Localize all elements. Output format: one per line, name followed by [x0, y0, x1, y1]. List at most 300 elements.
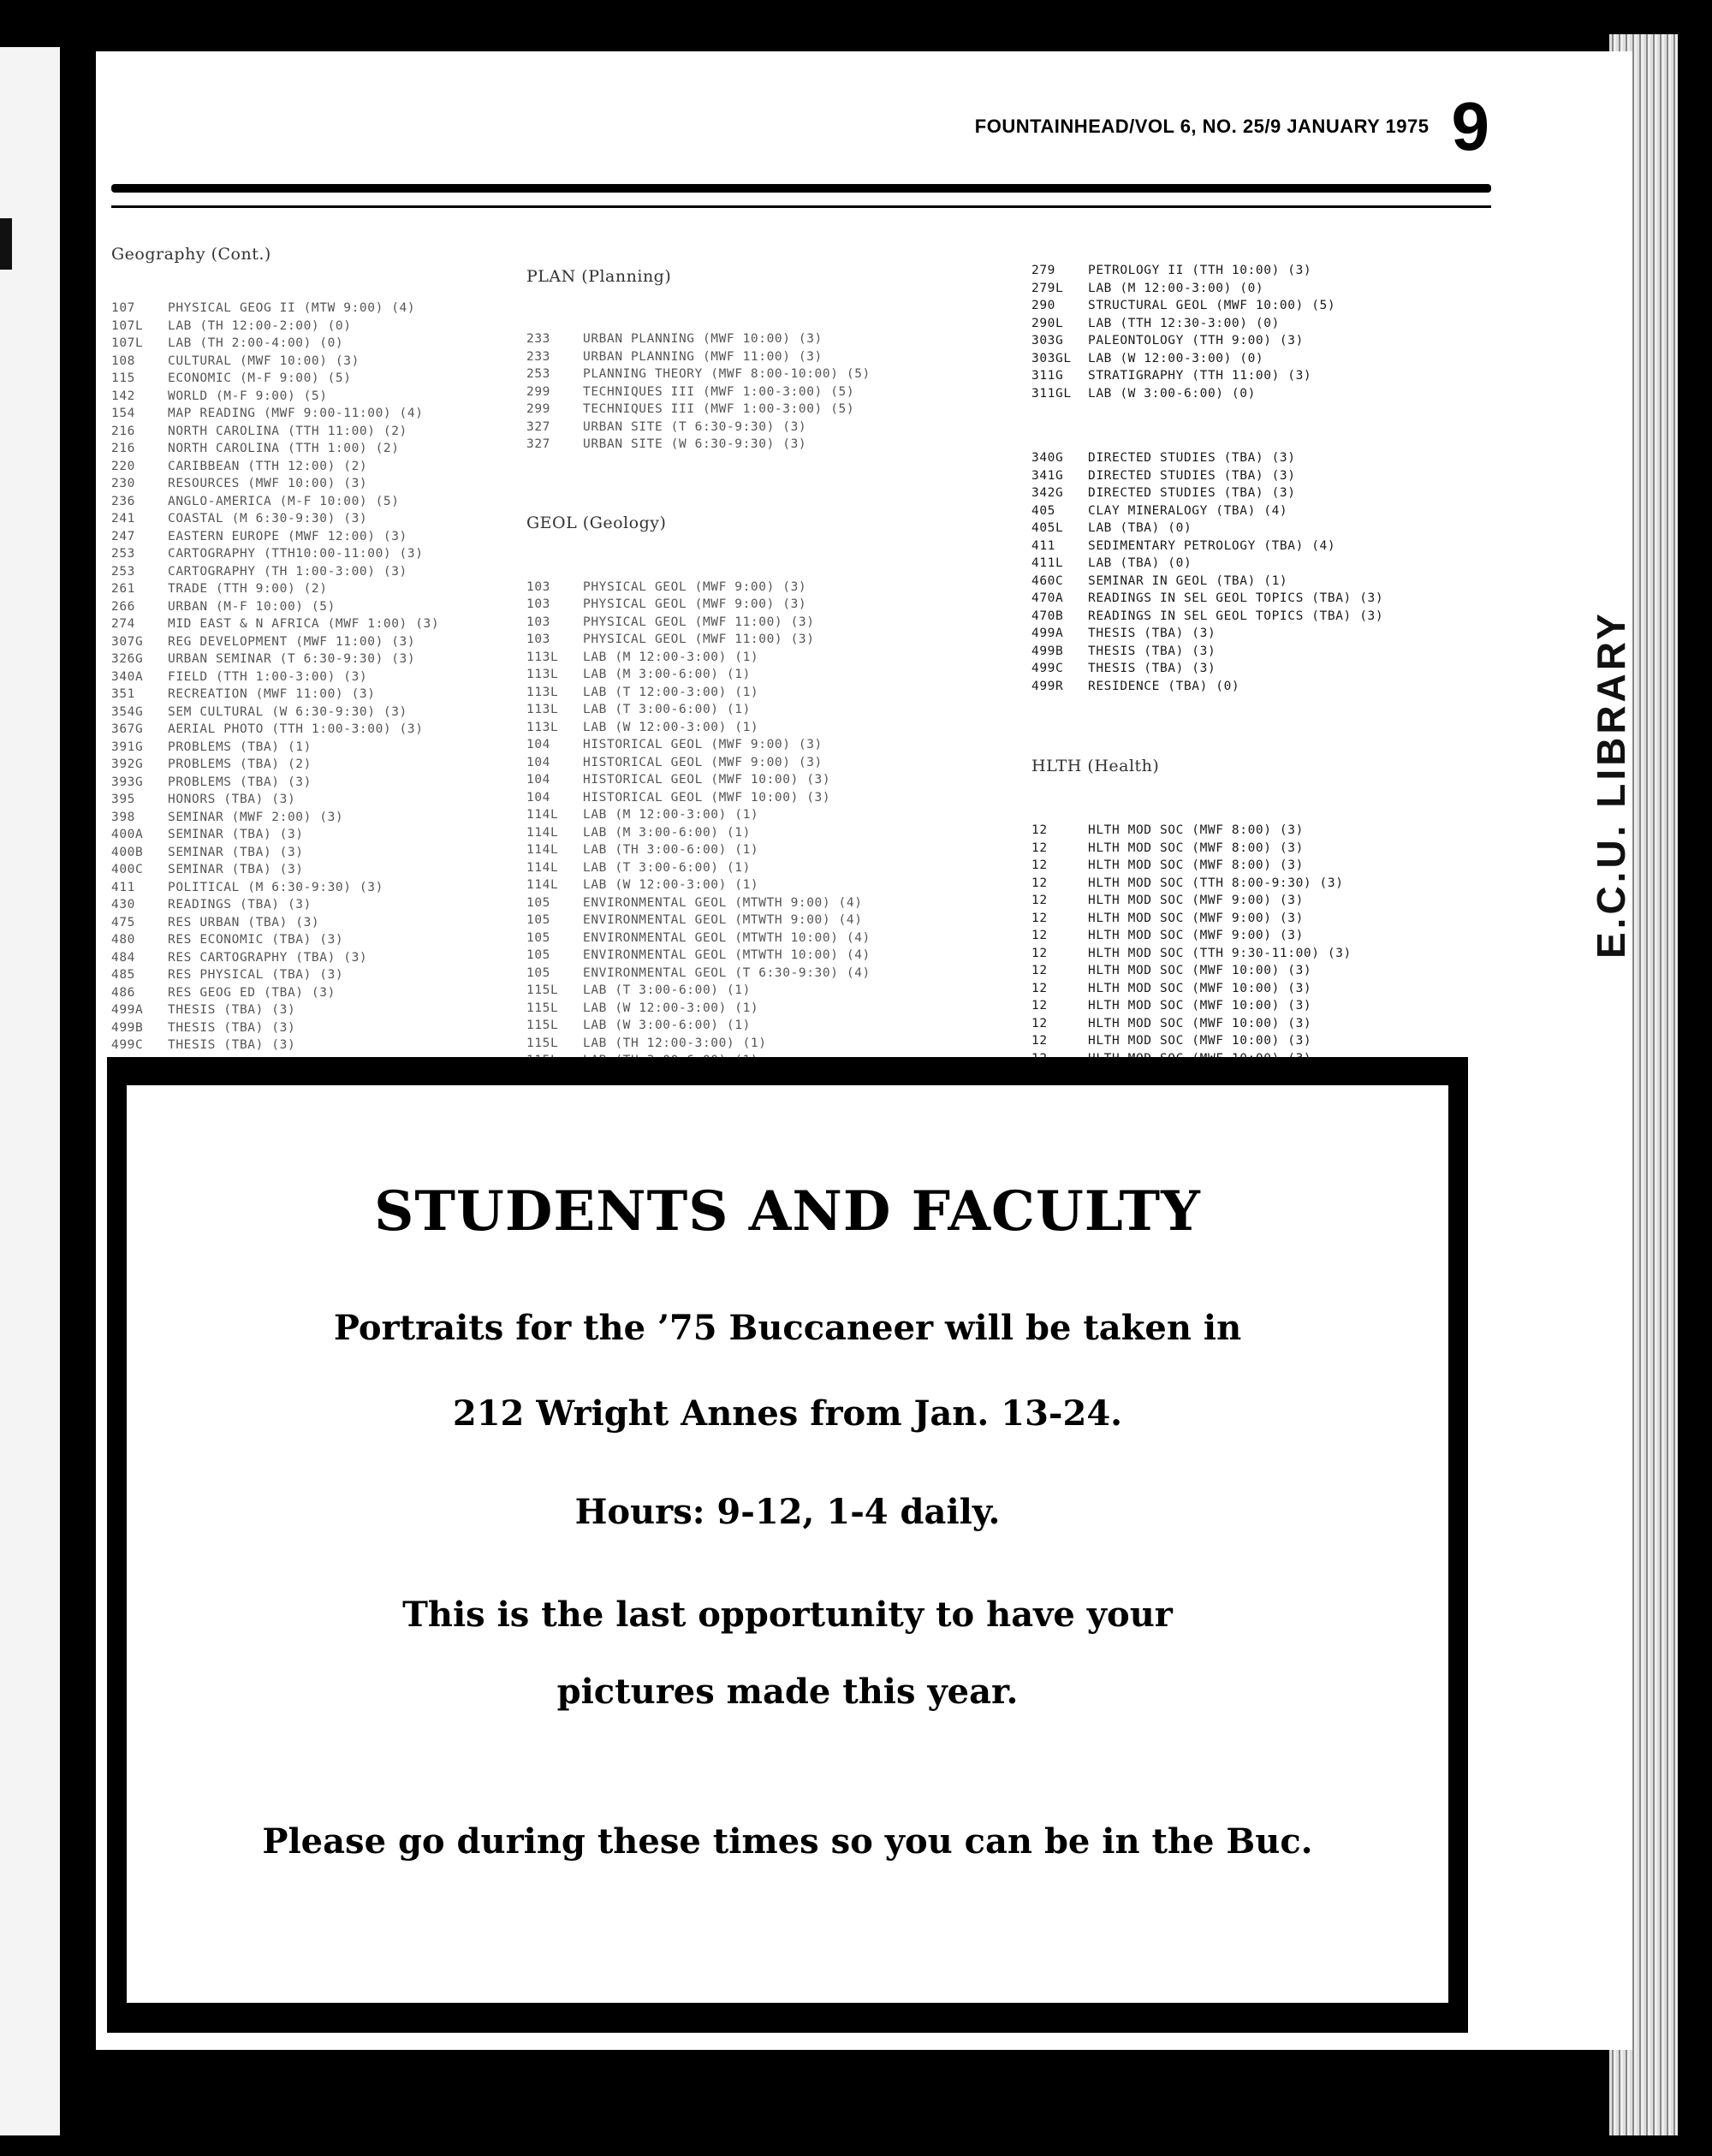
course-code: 299: [526, 402, 550, 416]
course-code: 12: [1031, 894, 1048, 907]
facing-page-mark: [0, 218, 12, 270]
course-row: [1031, 678, 1383, 696]
course-code: 307G: [111, 634, 144, 649]
course-title: URBAN SEMINAR (T 6:30-9:30) (3): [168, 652, 416, 666]
course-code: 115L: [526, 1019, 559, 1032]
course-code: 115L: [526, 983, 559, 997]
course-row: [1031, 280, 1383, 298]
course-row: [111, 739, 439, 757]
course-row: [111, 756, 439, 774]
course-row: [1031, 502, 1383, 520]
course-code: 107L: [111, 318, 144, 333]
course-title: EASTERN EUROPE (MWF 12:00) (3): [168, 529, 407, 543]
ad-line-5: pictures made this year.: [556, 1672, 1019, 1712]
course-code: 430: [111, 898, 135, 912]
course-title: PLANNING THEORY (MWF 8:00-10:00) (5): [583, 367, 871, 381]
course-row: [111, 949, 439, 967]
course-title: READINGS IN SEL GEOL TOPICS (TBA) (3): [1088, 591, 1384, 605]
course-title: SEMINAR (TBA) (3): [168, 863, 304, 876]
course-code: 405L: [1031, 521, 1064, 535]
course-title: THESIS (TBA) (3): [1088, 644, 1216, 658]
course-title: URBAN PLANNING (MWF 10:00) (3): [583, 332, 823, 346]
course-row: [526, 330, 918, 348]
course-code: 340A: [111, 669, 144, 684]
course-row: [526, 649, 918, 667]
course-row: [1031, 449, 1383, 467]
course-title: LAB (W 12:00-3:00) (0): [1088, 351, 1264, 365]
course-title: ENVIRONMENTAL GEOL (MTWTH 9:00) (4): [583, 895, 863, 910]
course-code: 327: [526, 419, 550, 434]
course-title: SEMINAR (TBA) (3): [168, 845, 304, 859]
course-row: [1031, 1015, 1383, 1033]
course-row: [111, 493, 439, 511]
course-title: RES PHYSICAL (TBA) (3): [168, 968, 344, 982]
course-row: [1031, 555, 1383, 573]
course-title: LAB (T 3:00-6:00) (1): [583, 983, 751, 997]
course-code: 486: [111, 985, 135, 1000]
course-title: LAB (TTH 12:30-3:00) (0): [1088, 316, 1280, 330]
course-title: AERIAL PHOTO (TTH 1:00-3:00) (3): [168, 722, 424, 736]
course-code: 12: [1031, 964, 1048, 977]
course-title: DIRECTED STUDIES (TBA) (3): [1088, 451, 1296, 465]
course-code: 103: [526, 579, 550, 594]
course-row: [526, 666, 918, 684]
course-title: LAB (W 12:00-3:00) (1): [583, 1001, 759, 1015]
course-title: URBAN SITE (W 6:30-9:30) (3): [583, 437, 807, 451]
course-row: [1031, 840, 1383, 858]
course-code: 230: [111, 477, 135, 490]
course-title: THESIS (TBA) (3): [168, 1003, 296, 1017]
course-row: [111, 458, 439, 476]
course-code: 400A: [111, 828, 144, 841]
course-title: READINGS IN SEL GEOL TOPICS (TBA) (3): [1088, 609, 1384, 623]
course-row: [1031, 467, 1383, 485]
course-title: SEM CULTURAL (W 6:30-9:30) (3): [168, 704, 407, 719]
course-title: LAB (M 3:00-6:00) (1): [583, 668, 751, 681]
course-title: PHYSICAL GEOL (MWF 11:00) (3): [583, 633, 815, 646]
course-row: [526, 614, 918, 632]
course-code: 311G: [1031, 369, 1064, 383]
course-row: [526, 436, 918, 454]
course-code: 499A: [111, 1003, 144, 1017]
course-code: 113L: [526, 685, 559, 699]
course-row: [111, 861, 439, 879]
course-code: 341G: [1031, 468, 1064, 483]
course-row: [1031, 910, 1383, 928]
course-code: 105: [526, 930, 550, 945]
course-code: 114L: [526, 843, 559, 857]
course-code: 367G: [111, 722, 144, 736]
course-row: [1031, 927, 1383, 945]
course-row: [526, 383, 918, 401]
course-title: REG DEVELOPMENT (MWF 11:00) (3): [168, 634, 416, 649]
course-title: URBAN PLANNING (MWF 11:00) (3): [583, 349, 823, 364]
course-code: 253: [111, 547, 135, 561]
course-code: 103: [526, 633, 550, 646]
course-row: [1031, 538, 1383, 555]
course-title: CULTURAL (MWF 10:00) (3): [168, 353, 360, 368]
course-code: 12: [1031, 823, 1048, 837]
course-code: 480: [111, 933, 135, 947]
course-row: [111, 370, 439, 388]
page-number: 9: [1451, 88, 1489, 164]
course-code: 12: [1031, 858, 1048, 872]
course-code: 115L: [526, 1001, 559, 1015]
course-row: [111, 1036, 439, 1054]
course-title: PHYSICAL GEOL (MWF 9:00) (3): [583, 597, 807, 611]
course-title: STRATIGRAPHY (TTH 11:00) (3): [1088, 369, 1312, 383]
course-title: RECREATION (MWF 11:00) (3): [168, 687, 376, 701]
footer-rule-1: [111, 2052, 1491, 2058]
header-rule-thick: [111, 184, 1491, 193]
geology-health-column: [1031, 227, 1383, 1173]
course-code: 12: [1031, 981, 1048, 995]
course-code: 12: [1031, 929, 1048, 942]
course-title: CLAY MINERALOGY (TBA) (4): [1088, 503, 1288, 518]
course-title: SEMINAR IN GEOL (TBA) (1): [1088, 573, 1288, 588]
course-title: NORTH CAROLINA (TTH 1:00) (2): [168, 442, 400, 455]
course-row: [526, 947, 918, 965]
course-code: 104: [526, 773, 550, 787]
ad-line-4: This is the last opportunity to have your: [402, 1595, 1173, 1635]
course-row: [526, 701, 918, 719]
course-title: HISTORICAL GEOL (MWF 10:00) (3): [583, 790, 831, 805]
course-title: LAB (M 3:00-6:00) (1): [583, 825, 751, 840]
geography-column: [111, 209, 439, 1090]
ad-line-1: Portraits for the ’75 Buccaneer will be taken in: [333, 1308, 1242, 1348]
course-row: [526, 965, 918, 983]
course-code: 475: [111, 915, 135, 930]
course-title: READINGS (TBA) (3): [168, 898, 312, 912]
course-code: 499B: [1031, 644, 1064, 658]
course-code: 354G: [111, 704, 144, 719]
course-row: [526, 684, 918, 702]
course-title: NORTH CAROLINA (TTH 11:00) (2): [168, 424, 407, 438]
course-code: 236: [111, 494, 135, 508]
course-code: 470B: [1031, 609, 1064, 623]
course-code: 391G: [111, 739, 144, 754]
course-row: [526, 1017, 918, 1035]
course-code: 220: [111, 459, 135, 473]
course-row: [526, 771, 918, 789]
course-code: 114L: [526, 860, 559, 875]
portrait-ad-frame: [107, 1057, 1468, 2033]
page-header: [974, 88, 1489, 164]
course-title: HLTH MOD SOC (MWF 8:00) (3): [1088, 858, 1304, 872]
course-row: [1031, 997, 1383, 1015]
course-title: ECONOMIC (M-F 9:00) (5): [168, 371, 352, 385]
course-title: LAB (M 12:00-3:00) (0): [1088, 281, 1264, 295]
course-code: 216: [111, 442, 135, 455]
course-title: CARTOGRAPHY (TTH10:00-11:00) (3): [168, 547, 424, 561]
course-row: [526, 912, 918, 930]
course-row: [111, 826, 439, 844]
course-code: 274: [111, 617, 135, 631]
course-row: [111, 528, 439, 546]
course-title: RESOURCES (MWF 10:00) (3): [168, 477, 368, 490]
course-code: 107L: [111, 336, 144, 350]
course-code: 105: [526, 913, 550, 927]
course-row: [111, 668, 439, 686]
course-code: 115L: [526, 1036, 559, 1050]
course-code: 326G: [111, 652, 144, 666]
course-code: 233: [526, 332, 550, 346]
course-code: 299: [526, 384, 550, 399]
course-title: HLTH MOD SOC (MWF 9:00) (3): [1088, 894, 1304, 907]
course-title: HONORS (TBA) (3): [168, 793, 296, 806]
course-title: RES ECONOMIC (TBA) (3): [168, 933, 344, 947]
course-title: HLTH MOD SOC (TTH 8:00-9:30) (3): [1088, 876, 1344, 890]
course-title: THESIS (TBA) (3): [168, 1020, 296, 1035]
course-code: 113L: [526, 720, 559, 734]
course-row: [111, 440, 439, 458]
course-code: 484: [111, 950, 135, 965]
course-code: 398: [111, 810, 135, 824]
course-title: LAB (T 3:00-6:00) (1): [583, 860, 751, 875]
course-row: [111, 896, 439, 914]
ad-line-3: Hours: 9-12, 1-4 daily.: [574, 1492, 1001, 1532]
course-title: RES GEOG ED (TBA) (3): [168, 985, 336, 1000]
course-row: [111, 879, 439, 897]
course-row: [526, 930, 918, 947]
course-title: HISTORICAL GEOL (MWF 9:00) (3): [583, 738, 823, 751]
course-row: [1031, 262, 1383, 280]
course-title: HLTH MOD SOC (MWF 8:00) (3): [1088, 823, 1304, 837]
course-title: HLTH MOD SOC (MWF 9:00) (3): [1088, 911, 1304, 925]
course-title: HLTH MOD SOC (MWF 10:00) (3): [1088, 964, 1312, 977]
course-code: 290: [1031, 299, 1055, 312]
course-code: 12: [1031, 840, 1048, 855]
course-code: 499R: [1031, 679, 1064, 693]
planning-course-list: [526, 330, 918, 454]
course-row: [1031, 822, 1383, 840]
course-title: COASTAL (M 6:30-9:30) (3): [168, 512, 368, 526]
course-row: [1031, 315, 1383, 333]
course-code: 311GL: [1031, 386, 1072, 401]
course-code: 470A: [1031, 591, 1064, 605]
course-title: PROBLEMS (TBA) (2): [168, 757, 312, 771]
course-row: [526, 894, 918, 912]
course-row: [111, 686, 439, 704]
course-code: 499C: [1031, 662, 1064, 675]
course-title: MID EAST & N AFRICA (MWF 1:00) (3): [168, 617, 440, 631]
course-title: MAP READING (MWF 9:00-11:00) (4): [168, 407, 424, 420]
course-title: SEMINAR (TBA) (3): [168, 828, 304, 841]
course-code: 12: [1031, 999, 1048, 1013]
course-row: [526, 876, 918, 894]
course-code: 114L: [526, 808, 559, 822]
course-title: TECHNIQUES III (MWF 1:00-3:00) (5): [583, 402, 855, 416]
course-code: 266: [111, 599, 135, 614]
course-row: [111, 475, 439, 493]
course-code: 241: [111, 512, 135, 526]
section-heading-planning: PLAN (Planning): [526, 267, 672, 286]
course-code: 104: [526, 738, 550, 751]
course-row: [111, 791, 439, 809]
course-row: [526, 806, 918, 824]
ad-line-6: Please go during these times so you can be in the Buc.: [262, 1821, 1313, 1862]
section-heading-health: HLTH (Health): [1031, 757, 1160, 775]
course-code: 499A: [1031, 627, 1064, 640]
course-code: 261: [111, 582, 135, 596]
course-code: 105: [526, 948, 550, 962]
course-title: PALEONTOLOGY (TTH 9:00) (3): [1088, 334, 1304, 347]
course-title: FIELD (TTH 1:00-3:00) (3): [168, 669, 368, 684]
course-title: RES CARTOGRAPHY (TBA) (3): [168, 950, 368, 965]
geology-cont-list-a: [1031, 262, 1383, 402]
section-heading-geography: Geography (Cont.): [111, 245, 271, 264]
ad-line-2: 212 Wright Annes from Jan. 13-24.: [452, 1393, 1123, 1434]
course-row: [1031, 385, 1383, 403]
course-code: 392G: [111, 757, 144, 771]
course-title: LAB (TH 3:00-6:00) (1): [583, 843, 759, 857]
course-row: [1031, 1032, 1383, 1050]
course-title: THESIS (TBA) (3): [1088, 662, 1216, 675]
course-code: 103: [526, 615, 550, 629]
geology-cont-list-b: [1031, 449, 1383, 695]
course-title: HLTH MOD SOC (MWF 10:00) (3): [1088, 1034, 1312, 1048]
course-code: 400C: [111, 863, 144, 876]
course-title: HISTORICAL GEOL (MWF 9:00) (3): [583, 755, 823, 769]
course-row: [111, 984, 439, 1002]
course-row: [111, 388, 439, 406]
course-code: 105: [526, 965, 550, 980]
course-code: 342G: [1031, 486, 1064, 500]
planning-geology-column: [526, 231, 918, 1175]
course-row: [1031, 875, 1383, 893]
course-row: [526, 824, 918, 842]
geography-course-list: [111, 300, 439, 1072]
course-title: CARTOGRAPHY (TH 1:00-3:00) (3): [168, 564, 407, 579]
course-row: [1031, 625, 1383, 643]
course-row: [111, 931, 439, 949]
course-row: [1031, 573, 1383, 591]
course-title: HLTH MOD SOC (MWF 9:00) (3): [1088, 929, 1304, 942]
course-title: ENVIRONMENTAL GEOL (MTWTH 9:00) (4): [583, 913, 863, 927]
course-title: HLTH MOD SOC (MWF 8:00) (3): [1088, 840, 1304, 855]
course-row: [111, 545, 439, 563]
course-row: [526, 982, 918, 1000]
course-code: 104: [526, 755, 550, 769]
course-row: [526, 348, 918, 366]
course-code: 247: [111, 529, 135, 543]
course-code: 405: [1031, 503, 1055, 518]
course-title: PHYSICAL GEOL (MWF 11:00) (3): [583, 615, 815, 629]
course-title: WORLD (M-F 9:00) (5): [168, 389, 328, 403]
course-title: PETROLOGY II (TTH 10:00) (3): [1088, 264, 1312, 277]
course-title: THESIS (TBA) (3): [168, 1038, 296, 1052]
course-row: [1031, 590, 1383, 608]
course-title: LAB (W 12:00-3:00) (1): [583, 878, 759, 892]
course-title: ENVIRONMENTAL GEOL (MTWTH 10:00) (4): [583, 948, 871, 962]
course-code: 103: [526, 597, 550, 611]
course-title: PROBLEMS (TBA) (1): [168, 739, 312, 754]
course-title: HLTH MOD SOC (MWF 10:00) (3): [1088, 981, 1312, 995]
course-code: 108: [111, 353, 135, 368]
course-row: [526, 1035, 918, 1053]
course-title: DIRECTED STUDIES (TBA) (3): [1088, 468, 1296, 483]
course-code: 12: [1031, 876, 1048, 890]
course-row: [111, 1001, 439, 1019]
course-code: 411L: [1031, 556, 1064, 570]
facing-page-edge: [0, 47, 60, 2135]
course-code: 340G: [1031, 451, 1064, 465]
course-code: 351: [111, 687, 135, 701]
course-title: LAB (W 3:00-6:00) (1): [583, 1019, 751, 1032]
course-code: 499B: [111, 1020, 144, 1035]
course-row: [526, 419, 918, 437]
course-row: [526, 789, 918, 807]
course-row: [111, 774, 439, 792]
course-title: HISTORICAL GEOL (MWF 10:00) (3): [583, 773, 831, 787]
course-row: [111, 580, 439, 598]
course-code: 499C: [111, 1038, 144, 1052]
course-title: RESIDENCE (TBA) (0): [1088, 679, 1240, 693]
course-code: 303GL: [1031, 351, 1072, 365]
course-code: 114L: [526, 878, 559, 892]
course-code: 216: [111, 424, 135, 438]
course-code: 115: [111, 371, 135, 385]
course-title: PROBLEMS (TBA) (3): [168, 775, 312, 789]
header-rule-thin: [111, 205, 1491, 208]
course-code: 113L: [526, 703, 559, 716]
course-row: [526, 1000, 918, 1018]
course-title: LAB (M 12:00-3:00) (1): [583, 808, 759, 822]
course-row: [111, 510, 439, 528]
course-row: [111, 650, 439, 668]
course-row: [111, 633, 439, 651]
course-code: 485: [111, 968, 135, 982]
course-code: 12: [1031, 1034, 1048, 1048]
course-row: [1031, 332, 1383, 350]
course-title: LAB (TBA) (0): [1088, 556, 1192, 570]
course-title: HLTH MOD SOC (TTH 9:30-11:00) (3): [1088, 946, 1352, 960]
course-code: 113L: [526, 650, 559, 664]
course-title: PHYSICAL GEOG II (MTW 9:00) (4): [168, 301, 416, 315]
course-code: 107: [111, 301, 135, 315]
course-row: [111, 1019, 439, 1037]
course-row: [1031, 857, 1383, 875]
course-title: POLITICAL (M 6:30-9:30) (3): [168, 880, 383, 894]
course-code: 290L: [1031, 316, 1064, 330]
course-row: [111, 423, 439, 441]
course-code: 303G: [1031, 334, 1064, 347]
course-title: URBAN SITE (T 6:30-9:30) (3): [583, 419, 807, 434]
course-title: URBAN (M-F 10:00) (5): [168, 599, 336, 614]
course-row: [111, 615, 439, 633]
course-row: [111, 844, 439, 862]
course-title: ENVIRONMENTAL GEOL (MTWTH 10:00) (4): [583, 930, 871, 945]
course-row: [111, 704, 439, 722]
course-row: [1031, 520, 1383, 538]
course-row: [526, 365, 918, 383]
course-code: 279L: [1031, 281, 1064, 295]
course-code: 12: [1031, 911, 1048, 925]
course-row: [526, 579, 918, 597]
course-row: [1031, 484, 1383, 502]
course-row: [526, 859, 918, 877]
course-code: 233: [526, 349, 550, 364]
course-title: RES URBAN (TBA) (3): [168, 915, 320, 930]
course-title: HLTH MOD SOC (MWF 10:00) (3): [1088, 1016, 1312, 1030]
course-row: [526, 719, 918, 737]
course-title: THESIS (TBA) (3): [1088, 627, 1216, 640]
course-code: 114L: [526, 825, 559, 840]
course-row: [1031, 608, 1383, 626]
course-row: [526, 596, 918, 614]
course-title: LAB (TH 2:00-4:00) (0): [168, 336, 344, 350]
course-code: 327: [526, 437, 550, 451]
